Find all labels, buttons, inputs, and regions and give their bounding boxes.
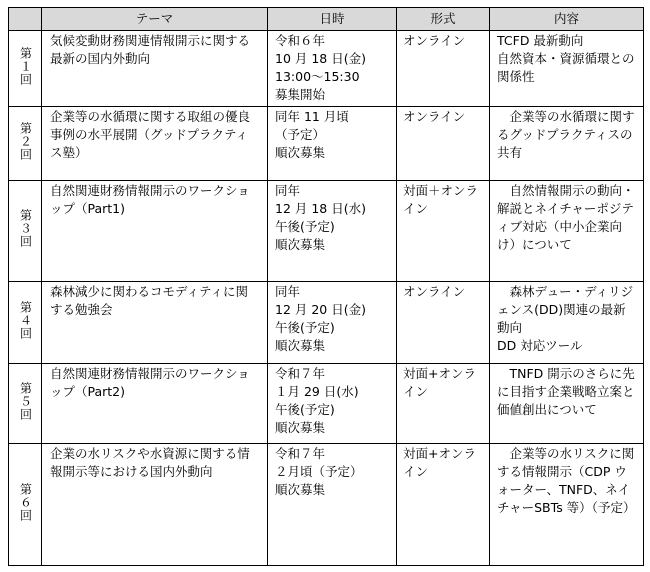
table-row bbox=[9, 107, 644, 181]
session-number: 第２回 bbox=[18, 121, 33, 161]
session-number: 第５回 bbox=[18, 381, 33, 421]
format-cell: 対面＋オンライン bbox=[397, 181, 490, 282]
header-content: 内容 bbox=[490, 8, 644, 31]
format-cell: オンライン bbox=[397, 282, 490, 364]
table-row bbox=[9, 282, 644, 364]
content-cell bbox=[490, 364, 644, 444]
seminar-schedule-table bbox=[8, 7, 644, 566]
date-line: 同年 12 月 18 日(水) 午後(予定) 順次募集 bbox=[275, 183, 366, 252]
date-line: 令和６年 10 月 18 日(金) 13:00～15:30 募集開始 bbox=[275, 33, 366, 102]
date-cell bbox=[268, 282, 397, 364]
header-theme: テーマ bbox=[42, 8, 268, 31]
date-cell bbox=[268, 31, 397, 107]
date-cell bbox=[268, 364, 397, 444]
session-number: 第３回 bbox=[18, 209, 33, 248]
header-date: 日時 bbox=[268, 8, 397, 31]
table-row bbox=[9, 31, 644, 107]
date-line: 同年 12 月 20 日(金) 午後(予定) 順次募集 bbox=[275, 284, 366, 353]
session-number: 第６回 bbox=[18, 482, 33, 522]
session-number-cell bbox=[9, 444, 42, 566]
theme-cell: 自然関連財務情報開示のワークショップ（Part1) bbox=[42, 181, 268, 282]
date-line: 同年 11 月頃 （予定） 順次募集 bbox=[275, 109, 349, 160]
session-number-cell bbox=[9, 31, 42, 107]
format-cell: 対面+オンライン bbox=[397, 364, 490, 444]
session-number-cell bbox=[9, 364, 42, 444]
date-line: 令和７年 ２月頃（予定） 順次募集 bbox=[275, 446, 363, 497]
session-number-cell bbox=[9, 107, 42, 181]
theme-cell: 森林減少に関わるコモディティに関する勉強会 bbox=[42, 282, 268, 364]
session-number: 第１回 bbox=[18, 46, 33, 86]
content-text: 森林デュー・ディリジェンス(DD)関連の最新動向 DD 対応ツール bbox=[497, 284, 634, 353]
content-text: TCFD 最新動向 自然資本・資源循環との関係性 bbox=[497, 33, 635, 84]
theme-cell: 自然関連財務情報開示のワークショップ（Part2) bbox=[42, 364, 268, 444]
content-text: 自然情報開示の動向・解説とネイチャーポジティブ対応（中小企業向け）について bbox=[497, 183, 635, 252]
date-cell bbox=[268, 444, 397, 566]
session-number-cell bbox=[9, 282, 42, 364]
content-text: TNFD 開示のさらに先に目指す企業戦略立案と価値創出について bbox=[497, 366, 635, 417]
session-number-cell bbox=[9, 181, 42, 282]
theme-cell: 企業等の水循環に関する取組の優良事例の水平展開（グッドプラクティス塾） bbox=[42, 107, 268, 181]
content-cell bbox=[490, 181, 644, 282]
date-line: 令和７年 １月 29 日(水) 午後(予定) 順次募集 bbox=[275, 366, 359, 435]
session-number: 第４回 bbox=[18, 300, 33, 340]
table-row bbox=[9, 181, 644, 282]
format-cell: 対面+オンライン bbox=[397, 444, 490, 566]
theme-cell: 企業の水リスクや水資源に関する情報開示等における国内外動向 bbox=[42, 444, 268, 566]
content-cell bbox=[490, 31, 644, 107]
header-row bbox=[9, 8, 644, 31]
theme-cell: 気候変動財務関連情報開示に関する最新の国内外動向 bbox=[42, 31, 268, 107]
content-cell bbox=[490, 107, 644, 181]
content-text: 企業等の水リスクに関する情報開示（CDP ウォーター、TNFD、ネイチャーSBTs 等）（予定） bbox=[497, 446, 636, 515]
format-cell: オンライン bbox=[397, 107, 490, 181]
table-row bbox=[9, 444, 644, 566]
header-format: 形式 bbox=[397, 8, 490, 31]
content-cell bbox=[490, 282, 644, 364]
date-cell bbox=[268, 181, 397, 282]
content-cell bbox=[490, 444, 644, 566]
content-text: 企業等の水循環に関するグッドプラクティスの共有 bbox=[497, 109, 635, 160]
format-cell: オンライン bbox=[397, 31, 490, 107]
date-cell bbox=[268, 107, 397, 181]
header-num bbox=[9, 8, 42, 31]
table-row bbox=[9, 364, 644, 444]
